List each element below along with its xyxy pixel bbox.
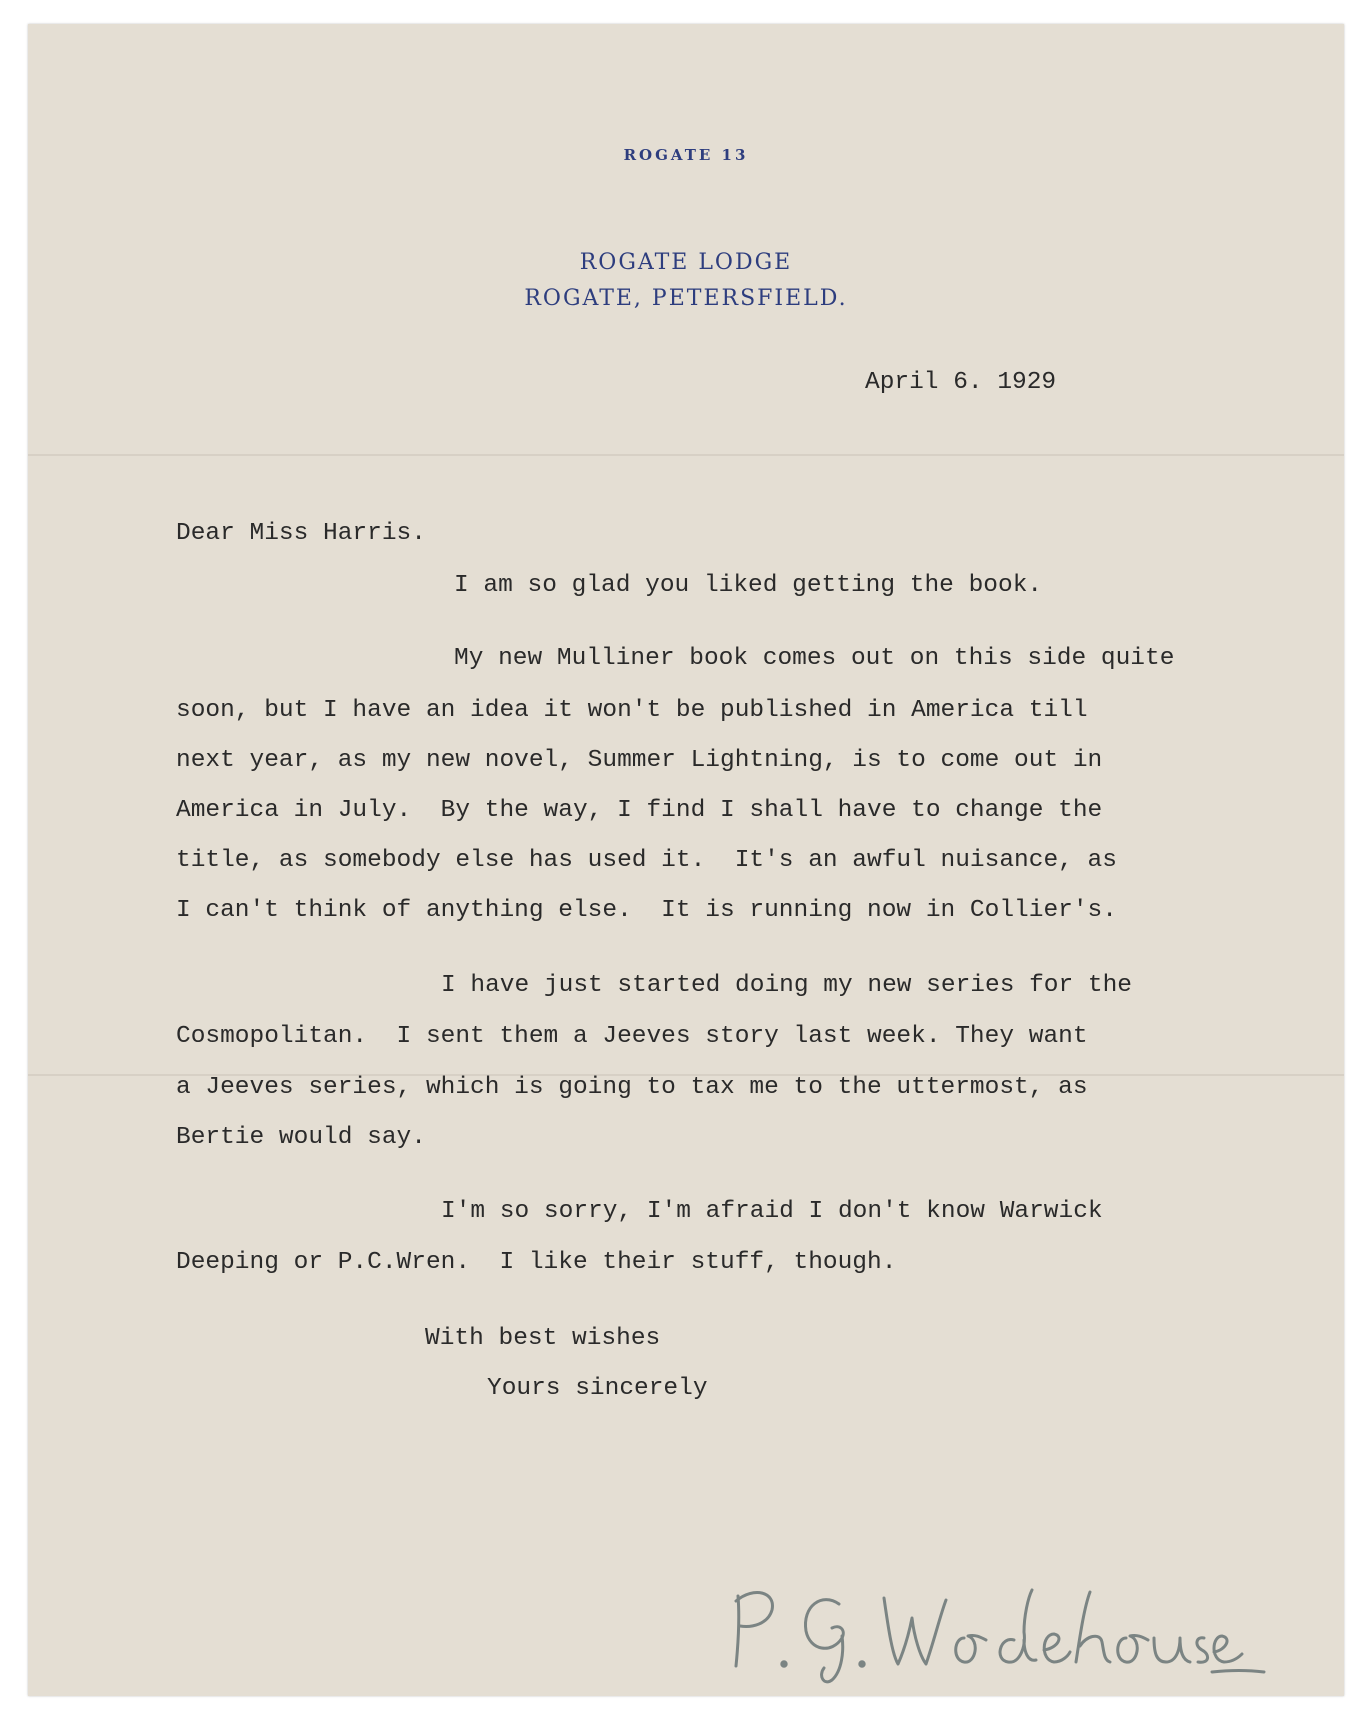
letter-date: April 6. 1929 [865, 369, 1057, 396]
letter-paper [28, 24, 1344, 1696]
body-line: I am so glad you liked getting the book. [454, 572, 1043, 599]
handwritten-signature [714, 1576, 1274, 1691]
body-line: Bertie would say. [176, 1124, 426, 1151]
letterhead-house: ROGATE LODGE [579, 250, 793, 275]
body-line: Deeping or P.C.Wren. I like their stuff, though. [176, 1249, 897, 1276]
body-line: a Jeeves series, which is going to tax me to the uttermost, as [176, 1074, 1088, 1101]
body-line: next year, as my new novel, Summer Lightning, is to come out in [176, 747, 1103, 774]
closing-sincerely: Yours sincerely [487, 1375, 708, 1402]
paper-fold [28, 454, 1344, 456]
body-line: I have just started doing my new series for the [441, 972, 1133, 999]
letterhead-telephone: ROGATE 13 [623, 146, 749, 164]
closing-wishes: With best wishes [425, 1325, 661, 1352]
letterhead-address: ROGATE, PETERSFIELD. [524, 286, 848, 311]
body-line: My new Mulliner book comes out on this side quite [454, 645, 1175, 672]
body-line: soon, but I have an idea it won't be published in America till [176, 697, 1088, 724]
salutation: Dear Miss Harris. [176, 520, 426, 547]
body-line: title, as somebody else has used it. It's an awful nuisance, as [176, 847, 1117, 874]
body-line: America in July. By the way, I find I shall have to change the [176, 797, 1103, 824]
body-line: I'm so sorry, I'm afraid I don't know Warwick [441, 1198, 1103, 1225]
body-line: I can't think of anything else. It is running now in Collier's. [176, 897, 1117, 924]
body-line: Cosmopolitan. I sent them a Jeeves story last week. They want [176, 1023, 1088, 1050]
